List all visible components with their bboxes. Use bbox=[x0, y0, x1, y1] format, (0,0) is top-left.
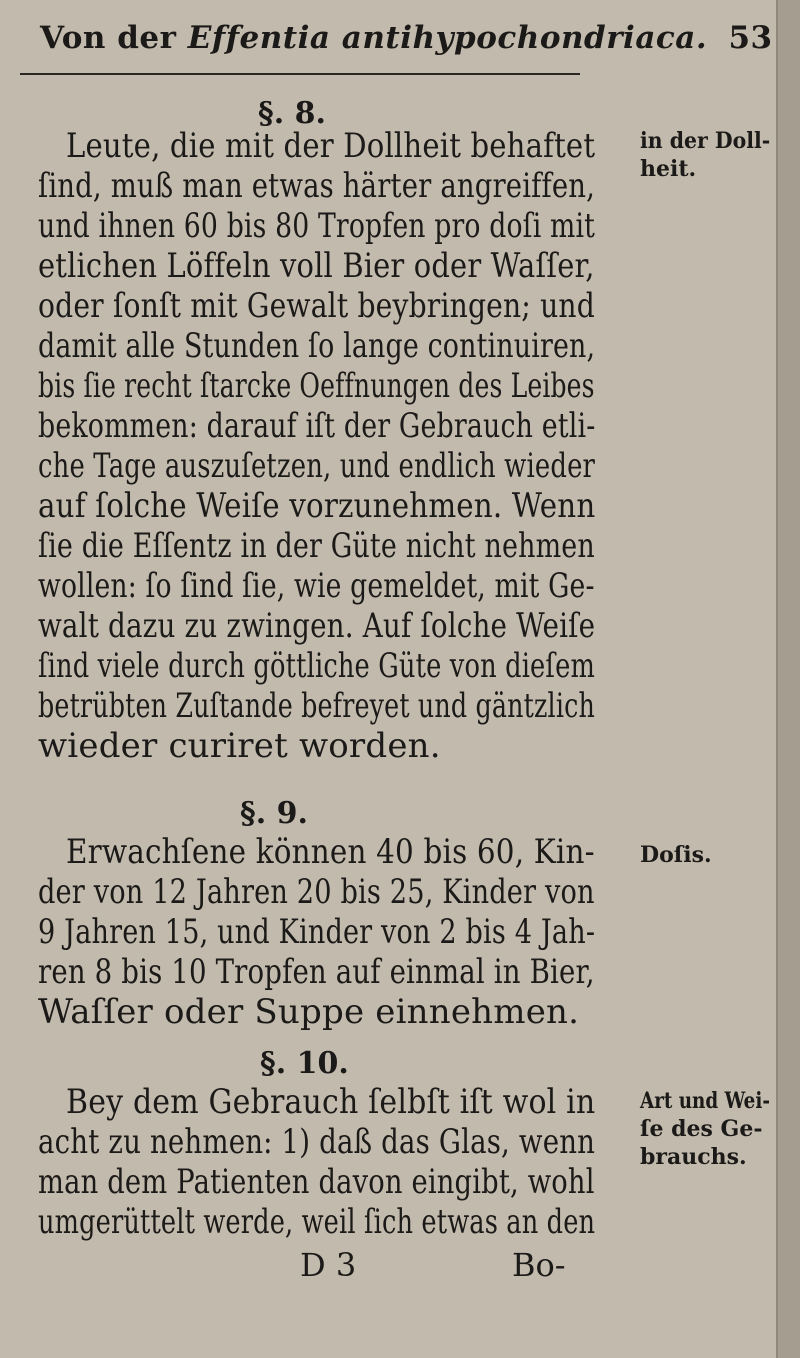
header-rule bbox=[20, 73, 580, 75]
text-line: 9 Jahren 15, und Kinder von 2 bis 4 Jah- bbox=[38, 912, 596, 952]
text-line: ren 8 bis 10 Tropfen auf einmal in Bier, bbox=[38, 952, 595, 992]
text-line: Erwachſene können 40 bis 60, Kin- bbox=[66, 832, 595, 872]
text-line: che Tage auszuſetzen, und endlich wieder bbox=[38, 446, 596, 486]
text-line: Waſſer oder Suppe einnehmen. bbox=[38, 992, 580, 1032]
catchword: Bo- bbox=[512, 1246, 566, 1284]
text-line: der von 12 Jahren 20 bis 25, Kinder von bbox=[38, 872, 595, 912]
marginal-note: ſe des Ge- bbox=[640, 1116, 763, 1142]
text-line: bekommen: darauf iſt der Gebrauch etli- bbox=[38, 406, 596, 446]
marginal-note: Doſis. bbox=[640, 842, 712, 868]
text-line: betrübten Zuſtande befreyet und gäntzlich bbox=[38, 686, 595, 726]
text-line: und ihnen 60 bis 80 Tropfen pro doſi mit bbox=[38, 206, 596, 246]
header-lead: Von der bbox=[40, 20, 177, 56]
text-line: wieder curiret worden. bbox=[38, 726, 441, 766]
text-line: bis ſie recht ſtarcke Oeffnungen des Leibes bbox=[38, 366, 595, 406]
text-line: man dem Patienten davon eingibt, wohl bbox=[38, 1162, 595, 1202]
section-mark-9: §. 9. bbox=[240, 796, 308, 831]
text-line: ſie die Eſſentz in der Güte nicht nehmen bbox=[38, 526, 595, 566]
section-mark-8: §. 8. bbox=[258, 96, 326, 131]
marginal-note: in der Doll- bbox=[640, 128, 771, 154]
text-line: walt dazu zu zwingen. Auf ſolche Weiſe bbox=[38, 606, 596, 646]
text-line: wollen: ſo ſind ſie, wie gemeldet, mit Ge- bbox=[38, 566, 595, 606]
marginal-note: heit. bbox=[640, 156, 697, 182]
text-line: Leute, die mit der Dollheit behaftet bbox=[66, 126, 596, 166]
text-line: ſind viele durch göttliche Güte von dieſem bbox=[38, 646, 595, 686]
text-line: ſind, muß man etwas härter angreiffen, bbox=[38, 166, 596, 206]
text-line: damit alle Stunden ſo lange continuiren, bbox=[38, 326, 596, 366]
text-line: auf ſolche Weiſe vorzunehmen. Wenn bbox=[38, 486, 596, 526]
page-edge bbox=[776, 0, 800, 1358]
running-header bbox=[40, 20, 773, 56]
marginal-note: brauchs. bbox=[640, 1144, 747, 1170]
text-line: etlichen Löffeln voll Bier oder Waſſer, bbox=[38, 246, 595, 286]
page-number: 53 bbox=[728, 20, 773, 56]
signature-mark: D 3 bbox=[300, 1246, 357, 1284]
text-line: oder ſonſt mit Gewalt beybringen; und bbox=[38, 286, 595, 326]
marginal-note: Art und Wei- bbox=[640, 1088, 770, 1114]
text-line: Bey dem Gebrauch ſelbſt iſt wol in bbox=[66, 1082, 596, 1122]
header-title: Effentia antihypochondriaca. bbox=[187, 20, 708, 56]
text-line: umgerüttelt werde, weil ſich etwas an den bbox=[38, 1202, 596, 1242]
text-line: acht zu nehmen: 1) daß das Glas, wenn bbox=[38, 1122, 596, 1162]
section-mark-10: §. 10. bbox=[260, 1046, 349, 1081]
